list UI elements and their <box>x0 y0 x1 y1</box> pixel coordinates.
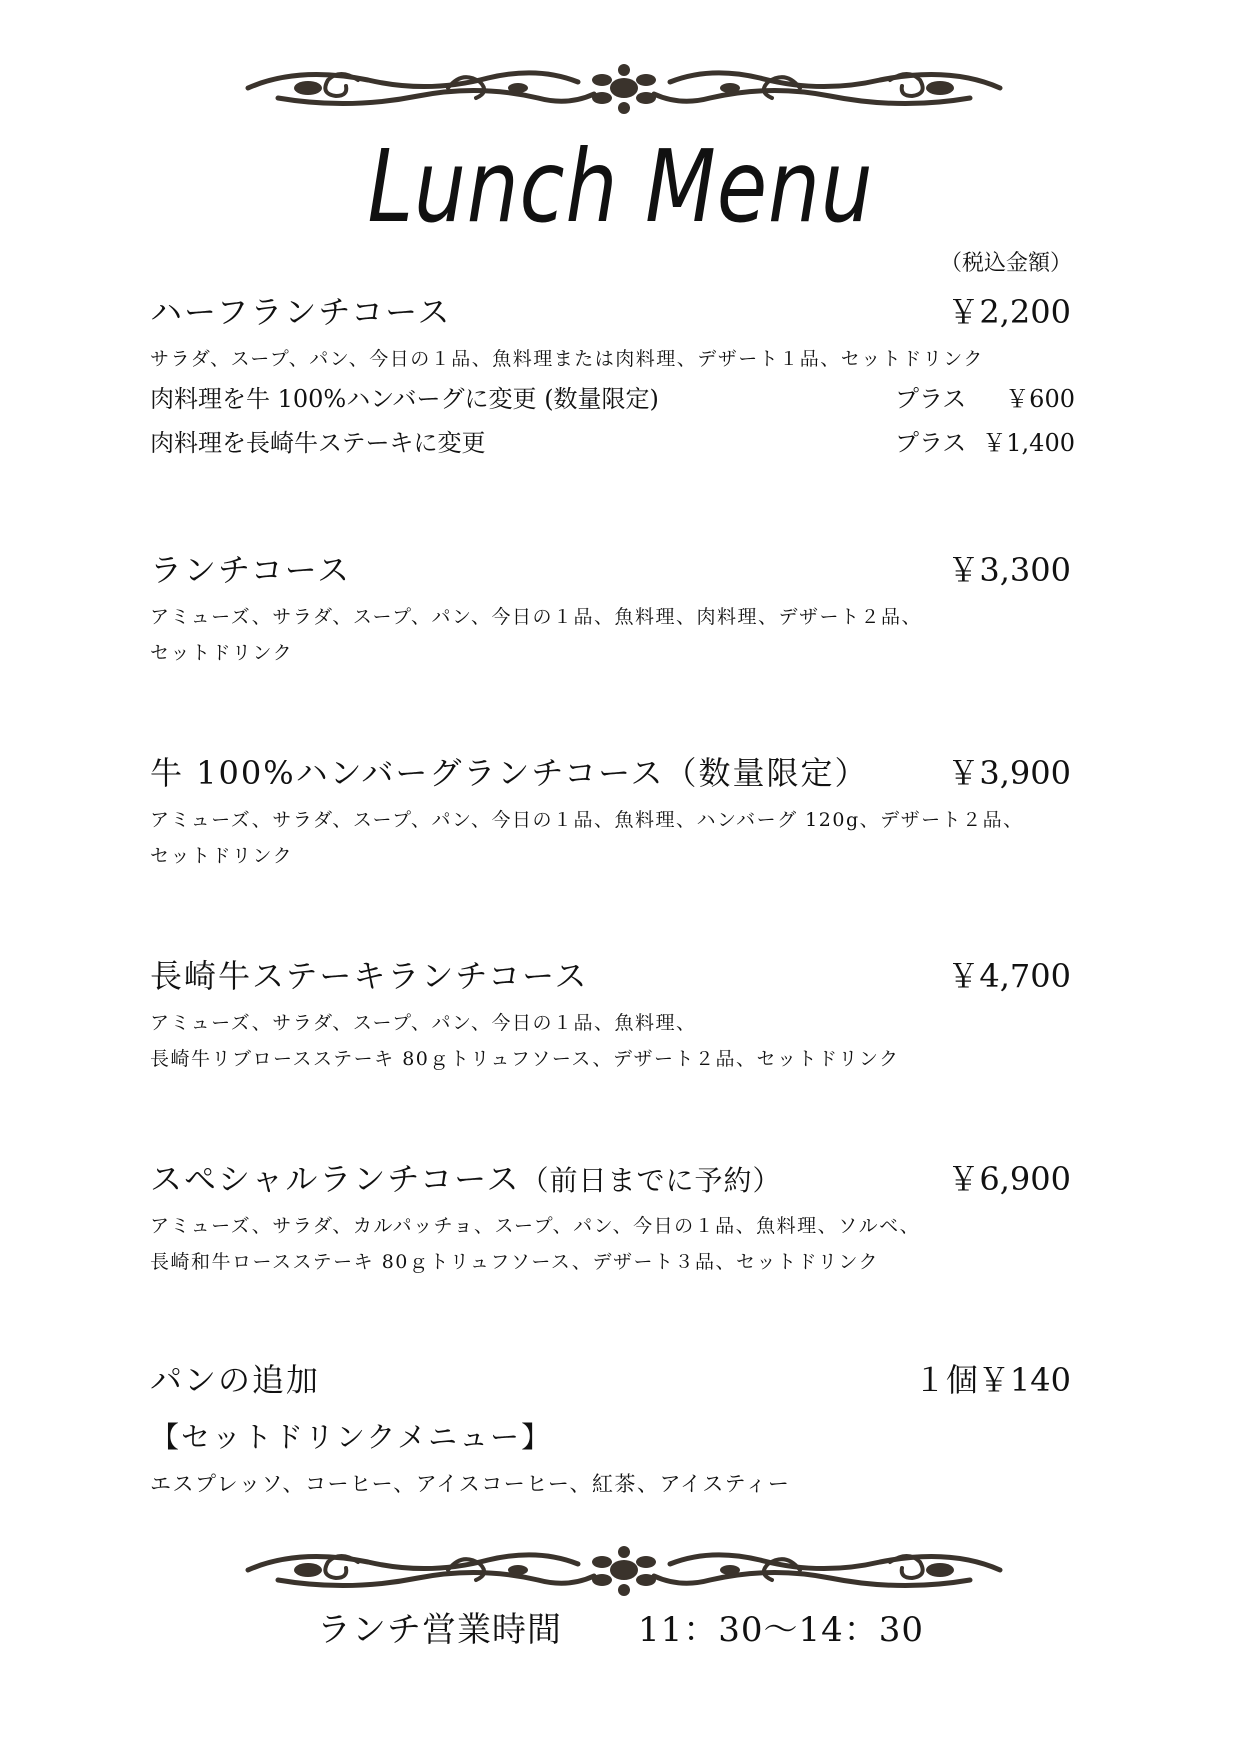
course-name: ハーフランチコース <box>150 293 452 331</box>
course-lunch <box>150 545 1075 671</box>
course-nagasaki-steak <box>150 951 1075 1077</box>
course-name: 長崎牛ステーキランチコース <box>150 957 589 995</box>
course-name: 牛 100%ハンバーグランチコース（数量限定） <box>150 754 869 792</box>
course-price: ￥6,900 <box>947 1160 1071 1198</box>
option-hamburg <box>150 377 1075 421</box>
course-price: ￥3,900 <box>947 754 1071 792</box>
course-half-lunch <box>150 287 1075 465</box>
course-price: ￥2,200 <box>947 293 1071 331</box>
course-price: ￥3,300 <box>947 551 1071 589</box>
course-description <box>150 1208 1075 1280</box>
course-name-text: スペシャルランチコース <box>150 1160 521 1198</box>
extras <box>150 1355 1075 1502</box>
description-line: アミューズ、サラダ、スープ、パン、今日の１品、魚料理、肉料理、デザート２品、 <box>150 606 922 628</box>
option-label: 肉料理を牛 100%ハンバーグに変更 (数量限定) <box>150 385 659 413</box>
course-hamburg <box>150 748 1075 874</box>
hours-time: 11：30〜14：30 <box>637 1610 925 1650</box>
description-line: アミューズ、サラダ、スープ、パン、今日の１品、魚料理、ハンバーグ 120g、デザート２品、 <box>150 809 1024 831</box>
option-prefix: プラス <box>895 385 967 413</box>
course-description <box>150 802 1075 874</box>
page-title: Lunch Menu <box>367 128 874 245</box>
option-prefix: プラス <box>895 429 967 457</box>
course-name <box>150 1154 782 1200</box>
option-price: ￥1,400 <box>982 429 1075 457</box>
description-line: 長崎和牛ロースステーキ 80ｇトリュフソース、デザート３品、セットドリンク <box>150 1251 880 1273</box>
tax-note: （税込金額） <box>940 251 1073 276</box>
drink-menu-items: エスプレッソ、コーヒー、アイスコーヒー、紅茶、アイスティー <box>150 1472 791 1496</box>
course-special <box>150 1154 1075 1280</box>
option-steak <box>150 421 1075 465</box>
course-note: （前日までに予約） <box>520 1164 782 1197</box>
ornament-divider-top <box>238 58 1010 118</box>
course-description <box>150 599 1075 671</box>
option-price: ￥600 <box>1005 385 1075 413</box>
course-description <box>150 1005 1075 1077</box>
bread-label: パンの追加 <box>150 1361 321 1399</box>
bread-price: １個￥140 <box>913 1361 1071 1399</box>
hours-label: ランチ営業時間 <box>316 1610 562 1650</box>
description-line: 長崎牛リブロースステーキ 80ｇトリュフソース、デザート２品、セットドリンク <box>150 1048 900 1070</box>
description-line: セットドリンク <box>150 642 294 664</box>
description-line: アミューズ、サラダ、カルパッチョ、スープ、パン、今日の１品、魚料理、ソルベ、 <box>150 1215 921 1237</box>
description-line: アミューズ、サラダ、スープ、パン、今日の１品、魚料理、 <box>150 1012 697 1034</box>
course-description: サラダ、スープ、パン、今日の１品、魚料理または肉料理、デザート１品、セットドリンク <box>150 348 984 370</box>
ornament-divider-bottom <box>238 1540 1010 1600</box>
description-line: セットドリンク <box>150 845 294 867</box>
option-label: 肉料理を長崎牛ステーキに変更 <box>150 429 486 457</box>
drink-menu-heading: 【セットドリンクメニュー】 <box>150 1420 553 1454</box>
course-price: ￥4,700 <box>947 957 1071 995</box>
course-name: ランチコース <box>150 551 352 589</box>
lunch-hours <box>0 1602 1241 1651</box>
